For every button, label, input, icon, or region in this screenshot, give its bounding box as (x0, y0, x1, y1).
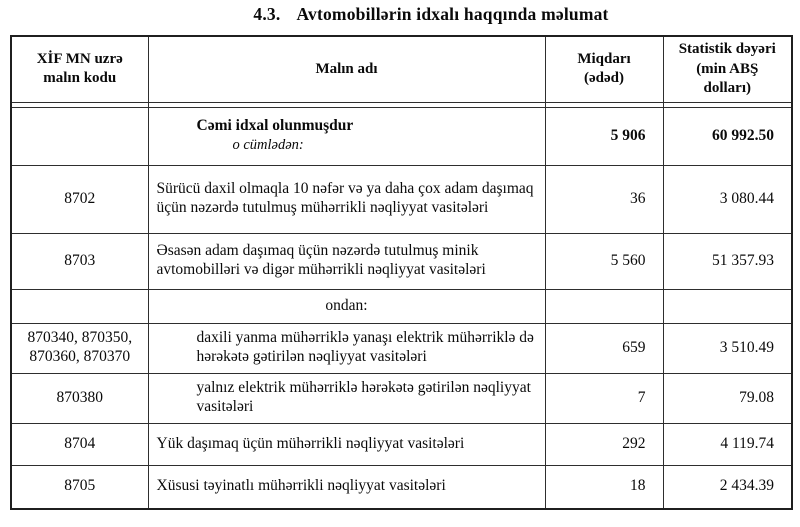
header-code-line1: XİF MN uzrə (36, 50, 123, 67)
header-qty-line2: (ədəd) (584, 70, 624, 87)
table-row (11, 373, 792, 423)
cell-name: Yük daşımaq üçün mühərrikli nəqliyyat vasitələri (148, 423, 545, 465)
cell-code: 870340, 870350, 870360, 870370 (11, 323, 148, 373)
table-row (11, 423, 792, 465)
cell-name: Əsasən adam daşımaq üçün nəzərdə tutulmuş minik avtomobilləri və digər mühərrikli nəqliyyat vasitələri (148, 233, 545, 289)
header-name (148, 36, 545, 102)
cell-value: 2 434.39 (663, 465, 792, 509)
table-header-row (11, 36, 792, 102)
cell-name (148, 107, 545, 165)
cell-qty: 5 560 (545, 233, 663, 289)
cell-value: 79.08 (663, 373, 792, 423)
header-code (11, 36, 148, 102)
page-title (0, 0, 800, 25)
cell-code: 8704 (11, 423, 148, 465)
cell-code (11, 289, 148, 323)
cell-value: 3 080.44 (663, 165, 792, 233)
cell-code: 8705 (11, 465, 148, 509)
cell-code: 870380 (11, 373, 148, 423)
cell-qty: 5 906 (545, 107, 663, 165)
section-number: 4.3. (253, 4, 281, 24)
cell-qty (545, 289, 663, 323)
cell-qty: 18 (545, 465, 663, 509)
cell-value: 60 992.50 (663, 107, 792, 165)
header-value (663, 36, 792, 102)
cell-name: yalnız elektrik mühərriklə hərəkətə gətirilən nəqliyyat vasitələri (148, 373, 545, 423)
total-note: o cümlədən: (232, 137, 304, 154)
cell-qty: 7 (545, 373, 663, 423)
header-value-line2: (min ABŞ (696, 60, 759, 77)
header-code-line2: malın kodu (43, 70, 117, 87)
cell-qty: 659 (545, 323, 663, 373)
cell-qty: 36 (545, 165, 663, 233)
cell-name: Sürücü daxil olmaqla 10 nəfər və ya daha çox adam daşımaq üçün nəzərdə tutulmuş mühərrikli nəqliyyat vasitələri (148, 165, 545, 233)
cell-value: 51 357.93 (663, 233, 792, 289)
table-row-subheading (11, 289, 792, 323)
cell-code (11, 107, 148, 165)
cell-code: 8702 (11, 165, 148, 233)
cell-value (663, 289, 792, 323)
table-row (11, 465, 792, 509)
cell-code: 8703 (11, 233, 148, 289)
cell-name: daxili yanma mühərriklə yanaşı elektrik mühərriklə də hərəkətə gətirilən nəqliyyat vasitələri (148, 323, 545, 373)
imports-table (10, 35, 793, 510)
total-label: Cəmi idxal olunmuşdur (196, 117, 354, 135)
table-row (11, 165, 792, 233)
header-value-line1: Statistik dəyəri (678, 41, 776, 57)
header-value-line3: dolları) (703, 80, 751, 96)
cell-name: ondan: (148, 289, 545, 323)
table-row (11, 323, 792, 373)
table-row (11, 233, 792, 289)
table-row-total (11, 107, 792, 165)
section-title-text: Avtomobillərin idxalı haqqında məlumat (296, 4, 609, 24)
cell-value: 4 119.74 (663, 423, 792, 465)
header-name-line1: Malın adı (315, 60, 378, 77)
cell-qty: 292 (545, 423, 663, 465)
header-qty (545, 36, 663, 102)
header-qty-line1: Miqdarı (577, 50, 631, 67)
cell-name: Xüsusi təyinatlı mühərrikli nəqliyyat vasitələri (148, 465, 545, 509)
cell-value: 3 510.49 (663, 323, 792, 373)
